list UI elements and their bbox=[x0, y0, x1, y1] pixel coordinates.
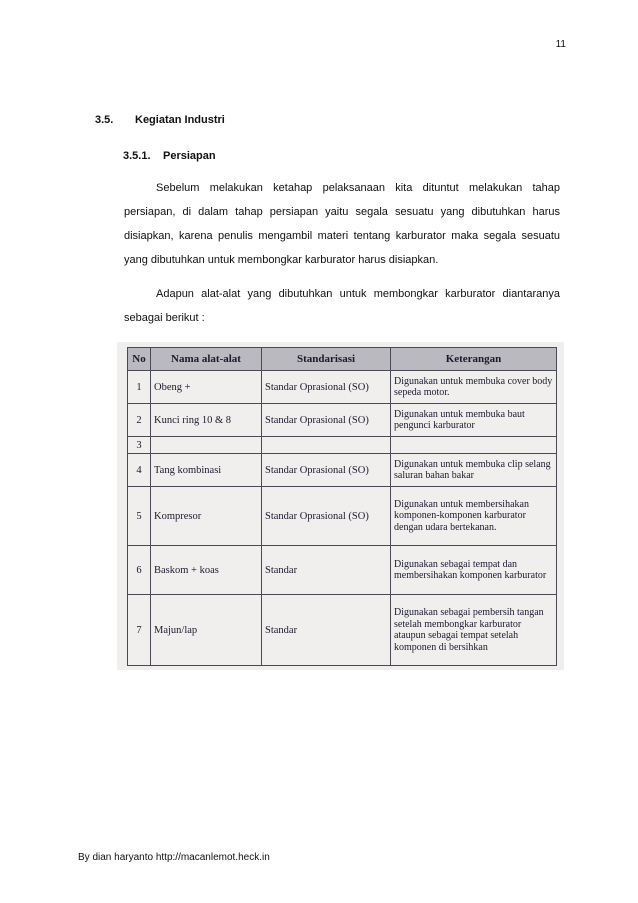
cell-standard: Standar Oprasional (SO) bbox=[262, 454, 391, 487]
subsection-heading bbox=[123, 150, 216, 162]
section-title: Kegiatan Industri bbox=[135, 114, 225, 126]
table-row bbox=[128, 371, 557, 404]
cell-no: 2 bbox=[128, 404, 151, 437]
header-description: Keterangan bbox=[391, 348, 557, 371]
subsection-title: Persiapan bbox=[163, 150, 216, 162]
table-row bbox=[128, 487, 557, 546]
tools-table bbox=[127, 347, 557, 666]
cell-description: Digunakan untuk membuka baut pengunci karburator bbox=[391, 404, 557, 437]
cell-standard: Standar bbox=[262, 595, 391, 666]
cell-description: Digunakan sebagai pembersih tangan setelah membongkar karburator ataupun sebagai tempat setelah komponen di bersihkan bbox=[391, 595, 557, 666]
cell-name: Majun/lap bbox=[151, 595, 262, 666]
cell-no: 1 bbox=[128, 371, 151, 404]
table-row bbox=[128, 546, 557, 595]
cell-no: 5 bbox=[128, 487, 151, 546]
paragraph-intro: Sebelum melakukan ketahap pelaksanaan kita dituntut melakukan tahap persiapan, di dalam tahap persiapan yaitu segala sesuatu yang dibutuhkan harus disiapkan, karena penulis mengambil materi tentang karburator maka segala sesuatu yang dibutuhkan untuk membongkar karburator harus disiapkan. bbox=[124, 182, 560, 266]
tools-table-image bbox=[117, 342, 564, 670]
page-number: 11 bbox=[555, 39, 566, 50]
cell-description: Digunakan untuk membuka clip selang saluran bahan bakar bbox=[391, 454, 557, 487]
cell-name: Kunci ring 10 & 8 bbox=[151, 404, 262, 437]
cell-no: 3 bbox=[128, 437, 151, 454]
cell-standard: Standar Oprasional (SO) bbox=[262, 371, 391, 404]
cell-name: Baskom + koas bbox=[151, 546, 262, 595]
section-number: 3.5. bbox=[95, 114, 114, 126]
cell-description: Digunakan sebagai tempat dan membersihakan komponen karburator bbox=[391, 546, 557, 595]
cell-standard bbox=[262, 437, 391, 454]
subsection-number: 3.5.1. bbox=[123, 150, 151, 162]
table-row bbox=[128, 404, 557, 437]
cell-standard: Standar Oprasional (SO) bbox=[262, 404, 391, 437]
cell-name: Tang kombinasi bbox=[151, 454, 262, 487]
table-row bbox=[128, 437, 557, 454]
cell-standard: Standar Oprasional (SO) bbox=[262, 487, 391, 546]
cell-name bbox=[151, 437, 262, 454]
cell-no: 7 bbox=[128, 595, 151, 666]
cell-no: 4 bbox=[128, 454, 151, 487]
cell-description: Digunakan untuk membuka cover body sepeda motor. bbox=[391, 371, 557, 404]
section-heading bbox=[95, 114, 225, 126]
header-name: Nama alat-alat bbox=[151, 348, 262, 371]
cell-standard: Standar bbox=[262, 546, 391, 595]
header-standard: Standarisasi bbox=[262, 348, 391, 371]
page-footer: By dian haryanto http://macanlemot.heck.in bbox=[78, 852, 270, 863]
table-row bbox=[128, 595, 557, 666]
cell-description: Digunakan untuk membersihakan komponen-komponen karburator dengan udara bertekanan. bbox=[391, 487, 557, 546]
paragraph-tools-intro: Adapun alat-alat yang dibutuhkan untuk membongkar karburator diantaranya sebagai berikut : bbox=[124, 288, 560, 324]
table-row bbox=[128, 454, 557, 487]
cell-no: 6 bbox=[128, 546, 151, 595]
header-no: No bbox=[128, 348, 151, 371]
table-header-row bbox=[128, 348, 557, 371]
cell-name: Kompresor bbox=[151, 487, 262, 546]
cell-description bbox=[391, 437, 557, 454]
cell-name: Obeng + bbox=[151, 371, 262, 404]
